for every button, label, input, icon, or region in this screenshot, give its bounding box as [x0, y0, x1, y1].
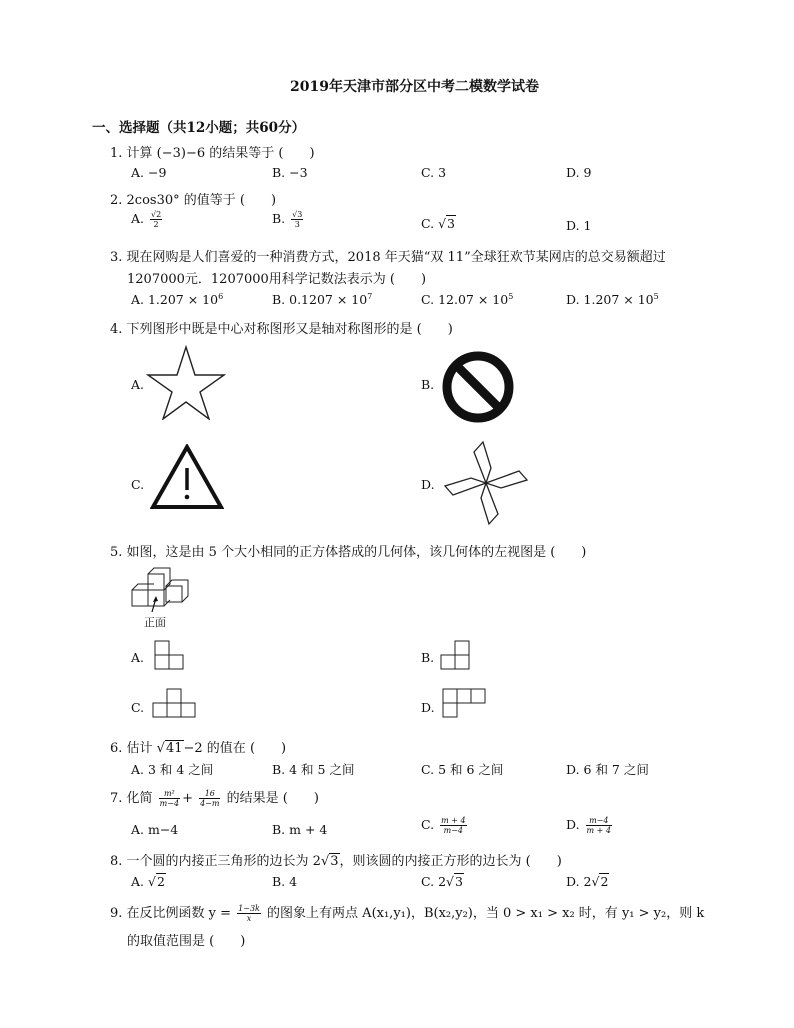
- q3-option-a[interactable]: A. $1.207 \times 10^6$: [131, 292, 224, 308]
- q2-c-radicand: 3: [447, 216, 455, 231]
- q2-c-label: C.: [421, 216, 435, 231]
- q2-option-a[interactable]: [131, 210, 164, 229]
- q4-option-c-label[interactable]: C.: [131, 477, 145, 492]
- q8-option-d[interactable]: D. 2√2: [566, 874, 609, 889]
- q6-option-c[interactable]: C. 5 和 6 之间: [421, 762, 504, 777]
- question-5-stem: 5. 如图，这是由 5 个大小相同的正方体搭成的几何体，该几何体的左视图是 ( ): [110, 545, 587, 560]
- q1-option-c[interactable]: C. 3: [421, 165, 447, 180]
- q1-option-b[interactable]: B. −3: [272, 165, 308, 180]
- q4-option-d-label[interactable]: D.: [421, 477, 435, 492]
- q5-c-view-figure: [152, 688, 198, 720]
- q3-option-d[interactable]: D. $1.207 \times 10^5$: [566, 292, 659, 308]
- star-figure: [146, 344, 226, 420]
- warning-triangle-figure: [150, 444, 224, 510]
- q1-option-d[interactable]: D. 9: [566, 165, 592, 180]
- pinwheel-figure: [441, 438, 531, 528]
- q7-fraction-2: $\frac{16}{4-m}$: [200, 789, 220, 808]
- q7-option-b[interactable]: B. m + 4: [272, 822, 328, 837]
- q8-radicand: 3: [330, 854, 339, 869]
- q4-option-a-label[interactable]: A.: [131, 377, 145, 392]
- page-title: 2019年天津市部分区中考二模数学试卷: [290, 79, 539, 95]
- q6-option-b[interactable]: B. 4 和 5 之间: [272, 762, 355, 777]
- question-8-stem: 8. 一个圆的内接正三角形的边长为 2√3，则该圆的内接正方形的边长为 ( ): [110, 854, 562, 869]
- section-heading: 一、选择题（共12小题；共60分）: [92, 120, 306, 136]
- q2-b-label: B.: [272, 211, 286, 226]
- question-2-stem: 2. 2cos30° 的值等于 ( ): [110, 193, 277, 208]
- q3-option-b[interactable]: B. $0.1207 \times 10^7$: [272, 292, 373, 308]
- q5-option-b-label[interactable]: B.: [421, 650, 435, 665]
- cube-stack-figure: [130, 566, 190, 614]
- question-3-stem-line1: 3. 现在网购是人们喜爱的一种消费方式，2018 年天猫“双 11”全球狂欢节某网店的总交易额超过: [110, 250, 666, 265]
- q7-option-a[interactable]: A. m−4: [131, 822, 179, 837]
- q6-option-a[interactable]: A. 3 和 4 之间: [131, 762, 214, 777]
- question-6-stem: 6. 估计 √41−2 的值在 ( ): [110, 741, 287, 756]
- q1-option-a[interactable]: A. −9: [131, 165, 167, 180]
- q9-fraction: $\frac{1-3k}{x}$: [238, 904, 260, 923]
- q5-option-c-label[interactable]: C.: [131, 700, 145, 715]
- q5-option-d-label[interactable]: D.: [421, 700, 435, 715]
- q5-a-view-figure: [154, 640, 186, 670]
- q6-option-d[interactable]: D. 6 和 7 之间: [566, 762, 649, 777]
- front-view-label: 正面: [144, 616, 166, 629]
- q7-option-d[interactable]: D. $\frac{m-4}{m + 4}$: [566, 816, 612, 835]
- q2-option-c[interactable]: C. √3: [421, 216, 455, 231]
- question-4-stem: 4. 下列图形中既是中心对称图形又是轴对称图形的是 ( ): [110, 322, 453, 337]
- q5-option-a-label[interactable]: A.: [131, 650, 145, 665]
- question-9-stem-line2: 的取值范围是 ( ): [127, 934, 246, 949]
- prohibition-sign-figure: [441, 350, 515, 424]
- question-9-stem-line1: 9. 在反比例函数 y = $\frac{1-3k}{x}$ 的图象上有两点 A(x₁,y₁)，B(x₂,y₂)，当 0 > x₁ > x₂ 时，有 y₁ > y₂，则 k: [110, 904, 705, 923]
- question-3-stem-line2: 1207000元．1207000用科学记数法表示为 ( ): [127, 272, 427, 287]
- q7-fraction-1: $\frac{\text{m²}}{m-4}$: [159, 789, 180, 808]
- q8-option-a[interactable]: A. √2: [131, 874, 165, 889]
- q4-option-b-label[interactable]: B.: [421, 377, 435, 392]
- q8-option-c[interactable]: C. 2√3: [421, 874, 463, 889]
- q2-b-fraction: $\frac{√3}{3}$: [292, 210, 303, 229]
- q8-option-b[interactable]: B. 4: [272, 874, 298, 889]
- q6-radicand: 41: [165, 741, 183, 756]
- question-7-stem: 7. 化简 $\frac{\text{m²}}{m-4}$ + $\frac{16}{4-m}$ 的结果是 ( ): [110, 789, 319, 808]
- q7-c-fraction: $\frac{m + 4}{m-4}$: [441, 816, 466, 835]
- q5-d-view-figure: [442, 688, 488, 720]
- q3-option-c[interactable]: C. $12.07 \times 10^5$: [421, 292, 514, 308]
- q2-a-label: A.: [131, 211, 145, 226]
- q7-option-c[interactable]: C. $\frac{m + 4}{m-4}$: [421, 816, 466, 835]
- q2-option-d[interactable]: D. 1: [566, 218, 592, 233]
- q5-b-view-figure: [440, 640, 472, 670]
- q2-option-b[interactable]: [272, 210, 305, 229]
- question-1-stem: 1. 计算 (−3)−6 的结果等于 ( ): [110, 146, 315, 161]
- q2-a-fraction: $\frac{√2}{2}$: [151, 210, 162, 229]
- q7-d-fraction: $\frac{m-4}{m + 4}$: [586, 816, 612, 835]
